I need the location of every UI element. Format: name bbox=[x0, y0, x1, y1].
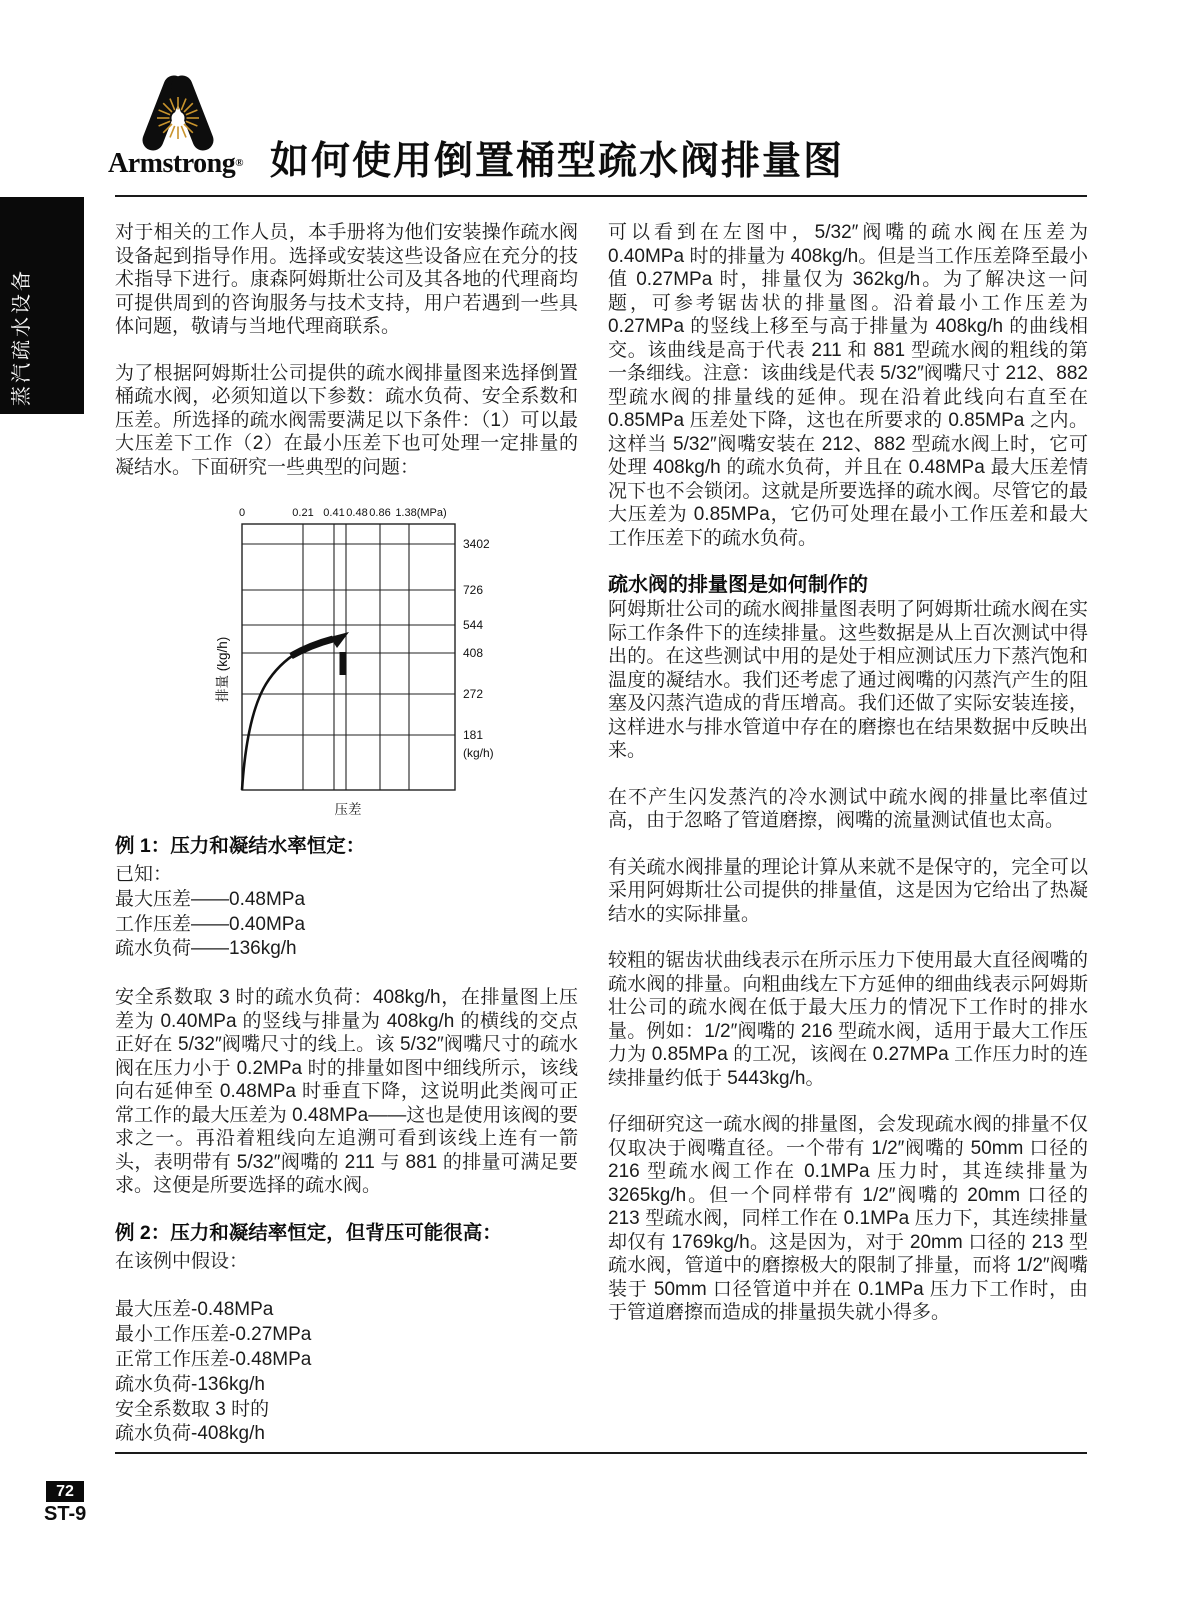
doc-code: ST-9 bbox=[44, 1503, 87, 1525]
example2-line-normal-work-dp: 正常工作压差-0.48MPa bbox=[115, 1349, 312, 1371]
y-tick-408: 408 bbox=[463, 646, 484, 660]
example2-intro: 在该例中假设： bbox=[115, 1250, 249, 1272]
capacity-chart-figure bbox=[115, 502, 578, 824]
example2-line-load-sf: 疏水负荷-408kg/h bbox=[115, 1423, 265, 1445]
right-column bbox=[608, 221, 1088, 1348]
intro-paragraph-1: 对于相关的工作人员，本手册将为他们安装操作疏水阀设备起到指导作用。选择或安装这些设备应在充分的技术指导下进行。康森阿姆斯壮公司及其各地的代理商均可提供周到的咨询服务与技术支持，用户若遇到一些具体问题，敬请与当地代理商联系。 bbox=[115, 222, 578, 337]
side-tab bbox=[0, 197, 84, 414]
chart-vertical-gridlines bbox=[303, 524, 409, 790]
x-tick-138: 1.38(MPa) bbox=[395, 507, 447, 519]
example1-body: 安全系数取 3 时的疏水负荷：408kg/h，在排量图上压差为 0.40MPa 的竖线与排量为 408kg/h 的横线的交点正好在 5/32″阀嘴尺寸的线上。该 5/32″阀嘴尺寸的疏水阀在压力小于 0.2MPa 时的排量如图中细线所示，该线向右延伸至 0.48MPa 时垂直下降，这说明此类阀可正常工作的最大压差为 0.48MPa——这也是使用该阀的要求之一。再沿着粗线向左追溯可看到该线上连有一箭头，表明带有 5/32″阀嘴的 211 与 881 的排量可满足要求。这便是所要选择的疏水阀。 bbox=[115, 987, 578, 1197]
right-paragraph-3: 在不产生闪发蒸汽的冷水测试中疏水阀的排量比率值过高，由于忽略了管道磨擦，阀嘴的流量测试值也太高。 bbox=[608, 786, 1088, 831]
example1-line-work-dp: 工作压差——0.40MPa bbox=[115, 913, 306, 935]
y-tick-272: 272 bbox=[463, 687, 484, 701]
brand-wordmark bbox=[108, 148, 278, 180]
page-title: 如何使用倒置桶型疏水阀排量图 bbox=[270, 140, 845, 183]
y-tick-3402: 3402 bbox=[463, 537, 490, 551]
example1-line-max-dp: 最大压差——0.48MPa bbox=[115, 888, 306, 910]
example1-known-label: 已知： bbox=[115, 864, 173, 885]
y-tick-544: 544 bbox=[463, 618, 484, 632]
chart-horizontal-gridlines bbox=[242, 544, 455, 735]
right-paragraph-5: 较粗的锯齿状曲线表示在所示压力下使用最大直径阀嘴的疏水阀的排量。向粗曲线左下方延伸的细曲线表示阿姆斯壮公司的疏水阀在低于最大压力的情况下工作时的排水量。例如：1/2″阀嘴的 216 型疏水阀，适用于最大工作压力为 0.85MPa 的工况，该阀在 0.27MPa 工作压力时的连续排量约低于 5443kg/h。 bbox=[608, 950, 1088, 1089]
capacity-chart bbox=[215, 502, 515, 824]
right-paragraph-4: 有关疏水阀排量的理论计算从来就不是保守的，完全可以采用阿姆斯壮公司提供的排量值，这是因为它给出了热凝结水的实际排量。 bbox=[608, 856, 1088, 925]
chart-y-axis-label: 排量 (kg/h) bbox=[215, 636, 230, 702]
y-tick-unit: (kg/h) bbox=[463, 746, 494, 760]
header-rule bbox=[115, 195, 1087, 197]
side-tab-label: 蒸汽疏水设备 bbox=[11, 268, 33, 406]
chart-plot-frame bbox=[242, 524, 455, 790]
x-tick-0: 0 bbox=[238, 507, 246, 519]
capacity-curve-thin bbox=[242, 652, 298, 790]
example2-line-min-work-dp: 最小工作压差-0.27MPa bbox=[115, 1324, 312, 1346]
left-column bbox=[115, 221, 578, 1447]
x-tick-041: 0.41 bbox=[323, 507, 345, 519]
page-number-badge bbox=[46, 1481, 84, 1502]
chart-y-ticks bbox=[463, 537, 494, 760]
x-tick-021: 0.21 bbox=[292, 507, 314, 519]
example2-line-load: 疏水负荷-136kg/h bbox=[115, 1373, 265, 1395]
intro-paragraph-2: 为了根据阿姆斯壮公司提供的疏水阀排量图来选择倒置桶疏水阀，必须知道以下参数：疏水负荷、安全系数和压差。所选择的疏水阀需要满足以下条件：（1）可以最大压差下工作（2）在最小压差下也可处理一定排量的凝结水。下面研究一些典型的问题： bbox=[115, 362, 578, 478]
example2-line-max-dp: 最大压差-0.48MPa bbox=[115, 1299, 274, 1321]
right-paragraph-2: 阿姆斯壮公司的疏水阀排量图表明了阿姆斯壮疏水阀在实际工作条件下的连续排量。这些数据是从上百次测试中得出的。在这些测试中用的是处于相应测试压力下蒸汽饱和温度的凝结水。我们还考虑了通过阀嘴的闪蒸汽产生的阻塞及闪蒸汽造成的背压增高。我们还做了实际安装连接，这样进水与排水管道中存在的磨擦也在结果数据中反映出来。 bbox=[608, 599, 1088, 761]
right-paragraph-1: 可以看到在左图中，5/32″阀嘴的疏水阀在压差为 0.40MPa 时的排量为 408kg/h。但是当工作压差降至最小值 0.27MPa 时，排量仅为 362kg/h。为了解决这一问题，可参考锯齿状的排量图。沿着最小工作压差为 0.27MPa 的竖线上移至与高于排量为 408kg/h 的曲线相交。该曲线是高于代表 211 和 881 型疏水阀的粗线的第一条细线。注意：该曲线是代表 5/32″阀嘴尺寸 212、882 型疏水阀的排量线的延伸。现在沿着此线向右直至在 0.85MPa 压差处下降，这也在所要求的 0.85MPa 之内。这样当 5/32″阀嘴安装在 212、882 型疏水阀上时，它可处理 408kg/h 的疏水负荷，并且在 0.48MPa 最大压差情况下也不会锁闭。这就是所要选择的疏水阀。尽管它的最大压差为 0.85MPa，它仍可处理在最小工作压差和最大工作压差下的疏水负荷。 bbox=[608, 222, 1088, 549]
example2-line-safety-factor: 安全系数取 3 时的 bbox=[115, 1398, 270, 1420]
chart-x-axis-label: 压差 bbox=[334, 802, 362, 817]
y-tick-726: 726 bbox=[463, 583, 484, 597]
footer-rule bbox=[115, 1452, 1087, 1454]
section-heading-how-charts-made: 疏水阀的排量图是如何制作的 bbox=[608, 574, 868, 596]
example1-line-load: 疏水负荷——136kg/h bbox=[115, 938, 297, 960]
right-paragraph-6: 仔细研究这一疏水阀的排量图，会发现疏水阀的排量不仅仅取决于阀嘴直径。一个带有 1/2″阀嘴的 50mm 口径的 216 型疏水阀工作在 0.1MPa 压力时，其连续排量为 3265kg/h。但一个同样带有 1/2″阀嘴的 20mm 口径的 213 型疏水阀，同样工作在 0.1MPa 压力下，其连续排量却仅有 1769kg/h。这是因为，对于 20mm 口径的 213 型疏水阀，管道中的磨擦极大的限制了排量，而将 1/2″阀嘴装于 50mm 口径管道中并在 0.1MPa 压力下工作时，由于管道磨擦而造成的排量损失就小得多。 bbox=[608, 1114, 1088, 1323]
page-number: 72 bbox=[56, 1482, 74, 1500]
registered-mark: ® bbox=[235, 157, 243, 169]
x-tick-048: 0.48 bbox=[346, 507, 368, 519]
y-tick-181: 181 bbox=[463, 728, 484, 742]
example1-heading: 例 1：压力和凝结水率恒定： bbox=[115, 835, 366, 857]
x-tick-086: 0.86 bbox=[369, 507, 391, 519]
example2-heading: 例 2：压力和凝结率恒定，但背压可能很高： bbox=[115, 1221, 502, 1244]
brand-name: Armstrong bbox=[108, 148, 236, 179]
chart-x-ticks bbox=[239, 507, 447, 519]
brand-logo-icon bbox=[138, 72, 220, 160]
